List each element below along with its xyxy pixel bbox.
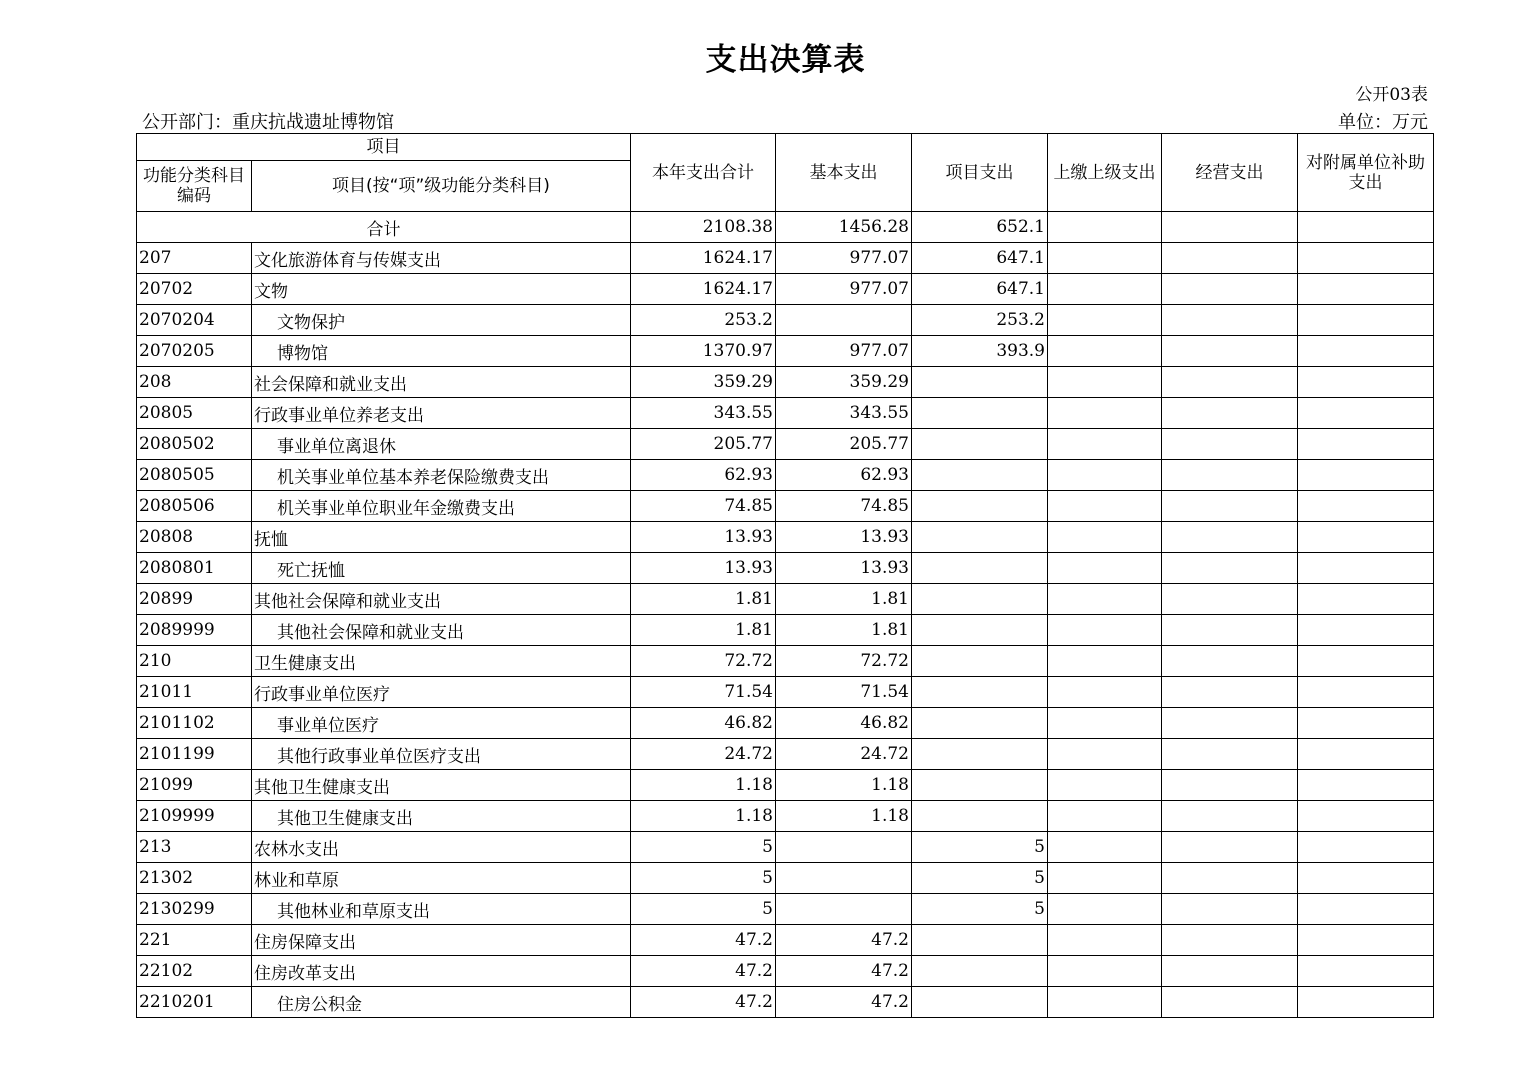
cell-subsidy: [1298, 739, 1434, 770]
cell-project: [912, 770, 1048, 801]
cell-name: 事业单位医疗: [252, 708, 631, 739]
cell-total: 47.2: [631, 925, 776, 956]
table-row: [137, 243, 1434, 274]
cell-name: 事业单位离退休: [252, 429, 631, 460]
cell-project: [912, 801, 1048, 832]
header-basic: 基本支出: [776, 134, 912, 212]
cell-basic: 1.18: [776, 801, 912, 832]
header-total: 本年支出合计: [631, 134, 776, 212]
cell-upper: [1048, 770, 1162, 801]
cell-project: [912, 615, 1048, 646]
total-upper: [1048, 212, 1162, 243]
table-row: [137, 398, 1434, 429]
cell-name: 其他行政事业单位医疗支出: [252, 739, 631, 770]
cell-code: 20899: [137, 584, 252, 615]
cell-upper: [1048, 646, 1162, 677]
cell-total: 205.77: [631, 429, 776, 460]
page-title: 支出决算表: [705, 42, 866, 78]
cell-subsidy: [1298, 553, 1434, 584]
cell-code: 2080506: [137, 491, 252, 522]
cell-basic: [776, 832, 912, 863]
cell-business: [1162, 274, 1298, 305]
cell-basic: 46.82: [776, 708, 912, 739]
cell-subsidy: [1298, 987, 1434, 1018]
cell-upper: [1048, 956, 1162, 987]
cell-upper: [1048, 863, 1162, 894]
cell-project: 5: [912, 832, 1048, 863]
cell-project: [912, 429, 1048, 460]
cell-basic: 977.07: [776, 243, 912, 274]
cell-business: [1162, 615, 1298, 646]
table-row: [137, 491, 1434, 522]
cell-name: 机关事业单位职业年金缴费支出: [252, 491, 631, 522]
cell-code: 20805: [137, 398, 252, 429]
cell-code: 2089999: [137, 615, 252, 646]
cell-basic: [776, 305, 912, 336]
cell-code: 208: [137, 367, 252, 398]
cell-subsidy: [1298, 770, 1434, 801]
cell-code: 2080502: [137, 429, 252, 460]
cell-upper: [1048, 925, 1162, 956]
table-row: [137, 274, 1434, 305]
cell-total: 74.85: [631, 491, 776, 522]
cell-total: 5: [631, 894, 776, 925]
cell-project: [912, 987, 1048, 1018]
cell-subsidy: [1298, 336, 1434, 367]
cell-basic: 1.18: [776, 770, 912, 801]
cell-name: 住房改革支出: [252, 956, 631, 987]
cell-subsidy: [1298, 367, 1434, 398]
cell-total: 5: [631, 863, 776, 894]
cell-total: 72.72: [631, 646, 776, 677]
cell-code: 22102: [137, 956, 252, 987]
cell-code: 2080801: [137, 553, 252, 584]
cell-project: [912, 491, 1048, 522]
cell-code: 2101199: [137, 739, 252, 770]
cell-business: [1162, 894, 1298, 925]
cell-subsidy: [1298, 708, 1434, 739]
cell-business: [1162, 956, 1298, 987]
cell-code: 210: [137, 646, 252, 677]
cell-total: 47.2: [631, 956, 776, 987]
cell-total: 62.93: [631, 460, 776, 491]
cell-project: [912, 584, 1048, 615]
cell-name: 死亡抚恤: [252, 553, 631, 584]
cell-name: 行政事业单位养老支出: [252, 398, 631, 429]
cell-basic: [776, 863, 912, 894]
cell-total: 253.2: [631, 305, 776, 336]
cell-total: 46.82: [631, 708, 776, 739]
cell-total: 13.93: [631, 522, 776, 553]
cell-code: 2130299: [137, 894, 252, 925]
cell-code: 2109999: [137, 801, 252, 832]
cell-total: 1370.97: [631, 336, 776, 367]
total-total: 2108.38: [631, 212, 776, 243]
cell-business: [1162, 336, 1298, 367]
cell-code: 21099: [137, 770, 252, 801]
cell-code: 207: [137, 243, 252, 274]
cell-upper: [1048, 274, 1162, 305]
cell-subsidy: [1298, 491, 1434, 522]
table-row: [137, 677, 1434, 708]
cell-name: 文化旅游体育与传媒支出: [252, 243, 631, 274]
form-number: 公开03表: [1355, 85, 1428, 105]
cell-business: [1162, 491, 1298, 522]
cell-subsidy: [1298, 646, 1434, 677]
cell-name: 住房保障支出: [252, 925, 631, 956]
table-row: [137, 801, 1434, 832]
cell-subsidy: [1298, 801, 1434, 832]
cell-business: [1162, 243, 1298, 274]
header-row-1: [137, 134, 1434, 161]
cell-name: 住房公积金: [252, 987, 631, 1018]
cell-business: [1162, 677, 1298, 708]
cell-upper: [1048, 894, 1162, 925]
cell-name: 林业和草原: [252, 863, 631, 894]
table-row: [137, 925, 1434, 956]
cell-basic: 24.72: [776, 739, 912, 770]
cell-total: 5: [631, 832, 776, 863]
cell-name: 卫生健康支出: [252, 646, 631, 677]
cell-basic: 72.72: [776, 646, 912, 677]
cell-basic: 977.07: [776, 274, 912, 305]
cell-basic: 13.93: [776, 553, 912, 584]
cell-subsidy: [1298, 398, 1434, 429]
cell-code: 213: [137, 832, 252, 863]
cell-project: [912, 398, 1048, 429]
cell-business: [1162, 522, 1298, 553]
cell-code: 2080505: [137, 460, 252, 491]
cell-upper: [1048, 398, 1162, 429]
cell-code: 2210201: [137, 987, 252, 1018]
cell-name: 其他林业和草原支出: [252, 894, 631, 925]
cell-project: [912, 367, 1048, 398]
total-subsidy: [1298, 212, 1434, 243]
cell-project: [912, 460, 1048, 491]
table-row: [137, 584, 1434, 615]
table-row: [137, 956, 1434, 987]
table-row: [137, 863, 1434, 894]
cell-business: [1162, 584, 1298, 615]
cell-upper: [1048, 553, 1162, 584]
table-row: [137, 832, 1434, 863]
cell-business: [1162, 925, 1298, 956]
cell-upper: [1048, 336, 1162, 367]
cell-upper: [1048, 615, 1162, 646]
cell-subsidy: [1298, 460, 1434, 491]
cell-project: 647.1: [912, 243, 1048, 274]
cell-business: [1162, 739, 1298, 770]
cell-upper: [1048, 584, 1162, 615]
table-row: [137, 615, 1434, 646]
header-upper: 上缴上级支出: [1048, 134, 1162, 212]
cell-total: 1624.17: [631, 243, 776, 274]
cell-basic: 71.54: [776, 677, 912, 708]
table-row: [137, 987, 1434, 1018]
cell-subsidy: [1298, 677, 1434, 708]
cell-upper: [1048, 491, 1162, 522]
cell-subsidy: [1298, 584, 1434, 615]
table-row: [137, 894, 1434, 925]
cell-upper: [1048, 460, 1162, 491]
cell-business: [1162, 832, 1298, 863]
expenditure-table: [136, 133, 1434, 1018]
table-row: [137, 305, 1434, 336]
cell-upper: [1048, 367, 1162, 398]
table-row: [137, 336, 1434, 367]
cell-business: [1162, 305, 1298, 336]
cell-project: 5: [912, 863, 1048, 894]
cell-total: 1.81: [631, 615, 776, 646]
cell-total: 24.72: [631, 739, 776, 770]
cell-code: 221: [137, 925, 252, 956]
cell-upper: [1048, 305, 1162, 336]
cell-total: 359.29: [631, 367, 776, 398]
cell-business: [1162, 770, 1298, 801]
cell-code: 2101102: [137, 708, 252, 739]
cell-subsidy: [1298, 522, 1434, 553]
cell-project: [912, 956, 1048, 987]
table-row: [137, 367, 1434, 398]
table-row: [137, 739, 1434, 770]
cell-subsidy: [1298, 429, 1434, 460]
cell-upper: [1048, 243, 1162, 274]
cell-project: [912, 708, 1048, 739]
cell-project: 253.2: [912, 305, 1048, 336]
cell-name: 其他社会保障和就业支出: [252, 584, 631, 615]
cell-basic: 1.81: [776, 615, 912, 646]
total-basic: 1456.28: [776, 212, 912, 243]
cell-total: 1.18: [631, 801, 776, 832]
table-row: [137, 770, 1434, 801]
cell-subsidy: [1298, 832, 1434, 863]
cell-business: [1162, 553, 1298, 584]
table-row: [137, 646, 1434, 677]
cell-total: 71.54: [631, 677, 776, 708]
cell-name: 其他卫生健康支出: [252, 770, 631, 801]
cell-name: 抚恤: [252, 522, 631, 553]
cell-subsidy: [1298, 243, 1434, 274]
cell-code: 21011: [137, 677, 252, 708]
table-row: [137, 522, 1434, 553]
header-project: 项目支出: [912, 134, 1048, 212]
cell-project: [912, 677, 1048, 708]
cell-project: 393.9: [912, 336, 1048, 367]
cell-total: 13.93: [631, 553, 776, 584]
cell-basic: [776, 894, 912, 925]
cell-basic: 359.29: [776, 367, 912, 398]
cell-basic: 977.07: [776, 336, 912, 367]
cell-name: 社会保障和就业支出: [252, 367, 631, 398]
cell-business: [1162, 987, 1298, 1018]
cell-business: [1162, 801, 1298, 832]
table-row: [137, 429, 1434, 460]
total-row: [137, 212, 1434, 243]
cell-total: 1.81: [631, 584, 776, 615]
cell-basic: 343.55: [776, 398, 912, 429]
cell-business: [1162, 367, 1298, 398]
cell-code: 2070205: [137, 336, 252, 367]
cell-subsidy: [1298, 894, 1434, 925]
cell-project: [912, 522, 1048, 553]
unit-label: 单位：万元: [1338, 112, 1428, 133]
cell-basic: 74.85: [776, 491, 912, 522]
cell-name: 博物馆: [252, 336, 631, 367]
table-row: [137, 708, 1434, 739]
cell-basic: 47.2: [776, 987, 912, 1018]
cell-subsidy: [1298, 956, 1434, 987]
cell-name: 其他卫生健康支出: [252, 801, 631, 832]
cell-name: 机关事业单位基本养老保险缴费支出: [252, 460, 631, 491]
cell-name: 文物保护: [252, 305, 631, 336]
cell-code: 21302: [137, 863, 252, 894]
cell-name: 其他社会保障和就业支出: [252, 615, 631, 646]
cell-business: [1162, 646, 1298, 677]
cell-project: 5: [912, 894, 1048, 925]
header-code: 功能分类科目编码: [137, 161, 252, 212]
cell-upper: [1048, 677, 1162, 708]
cell-upper: [1048, 801, 1162, 832]
cell-code: 20702: [137, 274, 252, 305]
total-label: 合计: [137, 212, 631, 243]
cell-basic: 13.93: [776, 522, 912, 553]
cell-business: [1162, 708, 1298, 739]
cell-total: 47.2: [631, 987, 776, 1018]
table-row: [137, 460, 1434, 491]
cell-project: [912, 739, 1048, 770]
total-business: [1162, 212, 1298, 243]
cell-basic: 47.2: [776, 956, 912, 987]
cell-upper: [1048, 739, 1162, 770]
cell-total: 1.18: [631, 770, 776, 801]
cell-upper: [1048, 987, 1162, 1018]
cell-project: [912, 925, 1048, 956]
cell-project: [912, 553, 1048, 584]
cell-upper: [1048, 832, 1162, 863]
cell-name: 农林水支出: [252, 832, 631, 863]
cell-basic: 1.81: [776, 584, 912, 615]
cell-total: 343.55: [631, 398, 776, 429]
cell-subsidy: [1298, 305, 1434, 336]
cell-basic: 205.77: [776, 429, 912, 460]
cell-code: 2070204: [137, 305, 252, 336]
cell-business: [1162, 863, 1298, 894]
cell-business: [1162, 429, 1298, 460]
total-project: 652.1: [912, 212, 1048, 243]
cell-upper: [1048, 429, 1162, 460]
cell-name: 行政事业单位医疗: [252, 677, 631, 708]
cell-subsidy: [1298, 863, 1434, 894]
cell-business: [1162, 398, 1298, 429]
cell-subsidy: [1298, 274, 1434, 305]
cell-upper: [1048, 708, 1162, 739]
cell-basic: 47.2: [776, 925, 912, 956]
header-business: 经营支出: [1162, 134, 1298, 212]
cell-basic: 62.93: [776, 460, 912, 491]
cell-upper: [1048, 522, 1162, 553]
cell-total: 1624.17: [631, 274, 776, 305]
cell-project: 647.1: [912, 274, 1048, 305]
cell-code: 20808: [137, 522, 252, 553]
cell-subsidy: [1298, 925, 1434, 956]
header-subsidy: 对附属单位补助支出: [1298, 134, 1434, 212]
header-item: 项目(按“项”级功能分类科目): [252, 161, 631, 212]
cell-subsidy: [1298, 615, 1434, 646]
cell-project: [912, 646, 1048, 677]
department-label: 公开部门：重庆抗战遗址博物馆: [142, 112, 394, 133]
header-project-group: 项目: [137, 134, 631, 161]
cell-name: 文物: [252, 274, 631, 305]
table-row: [137, 553, 1434, 584]
cell-business: [1162, 460, 1298, 491]
